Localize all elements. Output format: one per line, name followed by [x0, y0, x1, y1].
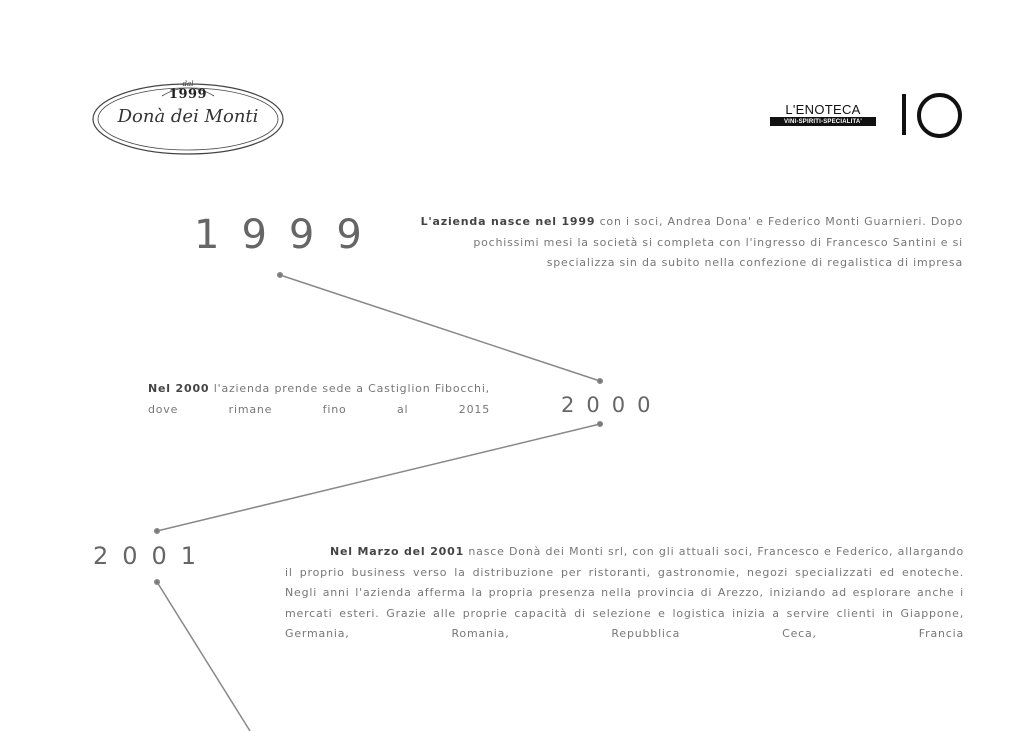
connector-1999-2000 — [280, 275, 600, 381]
year-1999: 1999 — [194, 212, 384, 258]
logo-est: dal — [182, 80, 194, 88]
body-2001: nasce Donà dei Monti srl, con gli attuali soci, Francesco e Federico, allargando il proprio business verso la distribuzione per ristoranti, gastronomie, negozi specializzati ed enoteche. Negli anni l'azienda afferma la propria presenza nella provincia di Arezzo, iniziando ad esplorare anche i mercati esteri. Grazie alle proprie capacità di selezione e logistica inizia a servire clienti in Giappone, Germania, Romania, Repubblica Ceca, Francia — [285, 545, 964, 640]
body-1999: con i soci, Andrea Dona' e Federico Monti Guarnieri. Dopo pochissimi mesi la società si completa con l'ingresso di Francesco Santini e si specializza sin da subito nella confezione di regalistica di impresa — [473, 215, 963, 269]
node-2001-bottom — [155, 580, 160, 585]
text-2000 — [148, 379, 490, 420]
node-2001-top — [155, 529, 160, 534]
node-1999 — [278, 273, 283, 278]
enoteca-title: L'ENOTECA — [770, 103, 876, 118]
logo-year: 1999 — [168, 87, 208, 102]
lead-2000: Nel 2000 — [148, 382, 210, 395]
body-2000: l'azienda prende sede a Castiglion Fibocchi, dove rimane fino al 2015 — [148, 382, 490, 416]
connector-2000-2001 — [157, 424, 600, 531]
text-2001 — [285, 542, 964, 645]
node-2000-top — [598, 379, 603, 384]
logo-name: Donà dei Monti — [117, 106, 259, 127]
year-2001: 2001 — [93, 542, 211, 570]
enoteca-subtitle: VINI-SPIRITI-SPECIALITA' — [770, 118, 876, 126]
year-2000: 2000 — [561, 393, 663, 417]
text-1999 — [415, 212, 963, 274]
lead-2001: Nel Marzo del 2001 — [330, 545, 465, 558]
connector-2001-next — [157, 582, 250, 731]
node-2000-bottom — [598, 422, 603, 427]
lead-1999: L'azienda nasce nel 1999 — [420, 215, 596, 228]
